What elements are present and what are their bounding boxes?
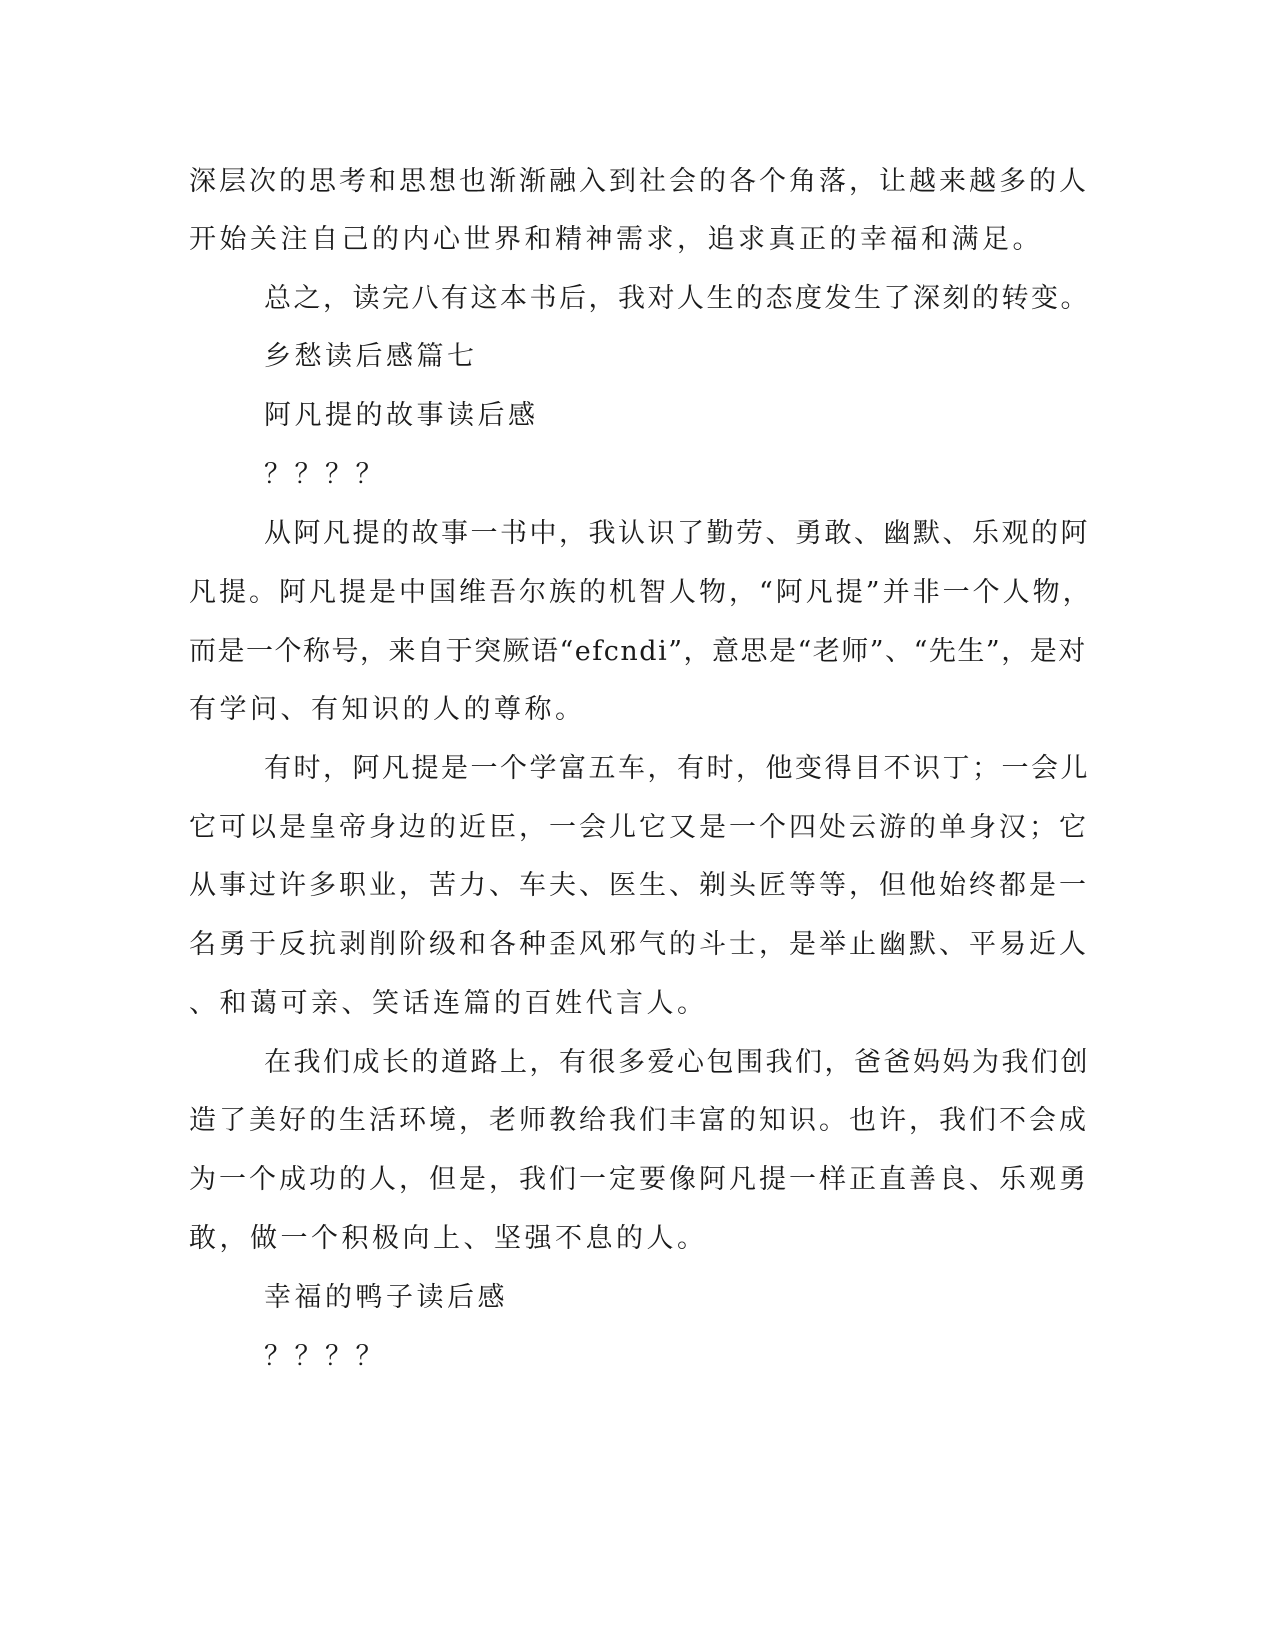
body-text-line: 有学问、有知识的人的尊称。 bbox=[189, 694, 586, 725]
body-text-line: 敢，做一个积极向上、坚强不息的人。 bbox=[189, 1223, 708, 1254]
section-heading: 乡愁读后感篇七 bbox=[264, 341, 478, 372]
body-text-line: 而是一个称号，来自于突厥语“efcndi”，意思是“老师”、“先生”，是对 bbox=[189, 636, 1087, 667]
body-text-line: 从阿凡提的故事一书中，我认识了勤劳、勇敢、幽默、乐观的阿 bbox=[264, 518, 1090, 549]
body-text-line: 它可以是皇帝身边的近臣，一会儿它又是一个四处云游的单身汉；它 bbox=[189, 812, 1089, 843]
body-text-line: 、和蔼可亲、笑话连篇的百姓代言人。 bbox=[189, 988, 708, 1019]
body-text-line: 开始关注自己的内心世界和精神需求，追求真正的幸福和满足。 bbox=[189, 224, 1043, 255]
body-text-line: 总之，读完八有这本书后，我对人生的态度发生了深刻的转变。 bbox=[264, 283, 1090, 314]
placeholder-marks: ？？？？ bbox=[264, 1341, 386, 1372]
body-text-line: 有时，阿凡提是一个学富五车，有时，他变得目不识丁；一会儿 bbox=[264, 753, 1090, 784]
body-text-line: 名勇于反抗剥削阶级和各种歪风邪气的斗士，是举止幽默、平易近人 bbox=[189, 929, 1089, 960]
body-text-line: 造了美好的生活环境，老师教给我们丰富的知识。也许，我们不会成 bbox=[189, 1105, 1089, 1136]
placeholder-marks: ？？？？ bbox=[264, 459, 386, 490]
body-text-line: 在我们成长的道路上，有很多爱心包围我们，爸爸妈妈为我们创 bbox=[264, 1047, 1090, 1078]
article-title: 阿凡提的故事读后感 bbox=[264, 400, 539, 431]
body-text-line: 从事过许多职业，苦力、车夫、医生、剃头匠等等，但他始终都是一 bbox=[189, 870, 1089, 901]
body-text-line: 凡提。阿凡提是中国维吾尔族的机智人物，“阿凡提”并非一个人物， bbox=[189, 577, 1093, 608]
body-text-line: 深层次的思考和思想也渐渐融入到社会的各个角落，让越来越多的人 bbox=[189, 166, 1089, 197]
body-text-line: 为一个成功的人，但是，我们一定要像阿凡提一样正直善良、乐观勇 bbox=[189, 1164, 1089, 1195]
article-title: 幸福的鸭子读后感 bbox=[264, 1282, 508, 1313]
